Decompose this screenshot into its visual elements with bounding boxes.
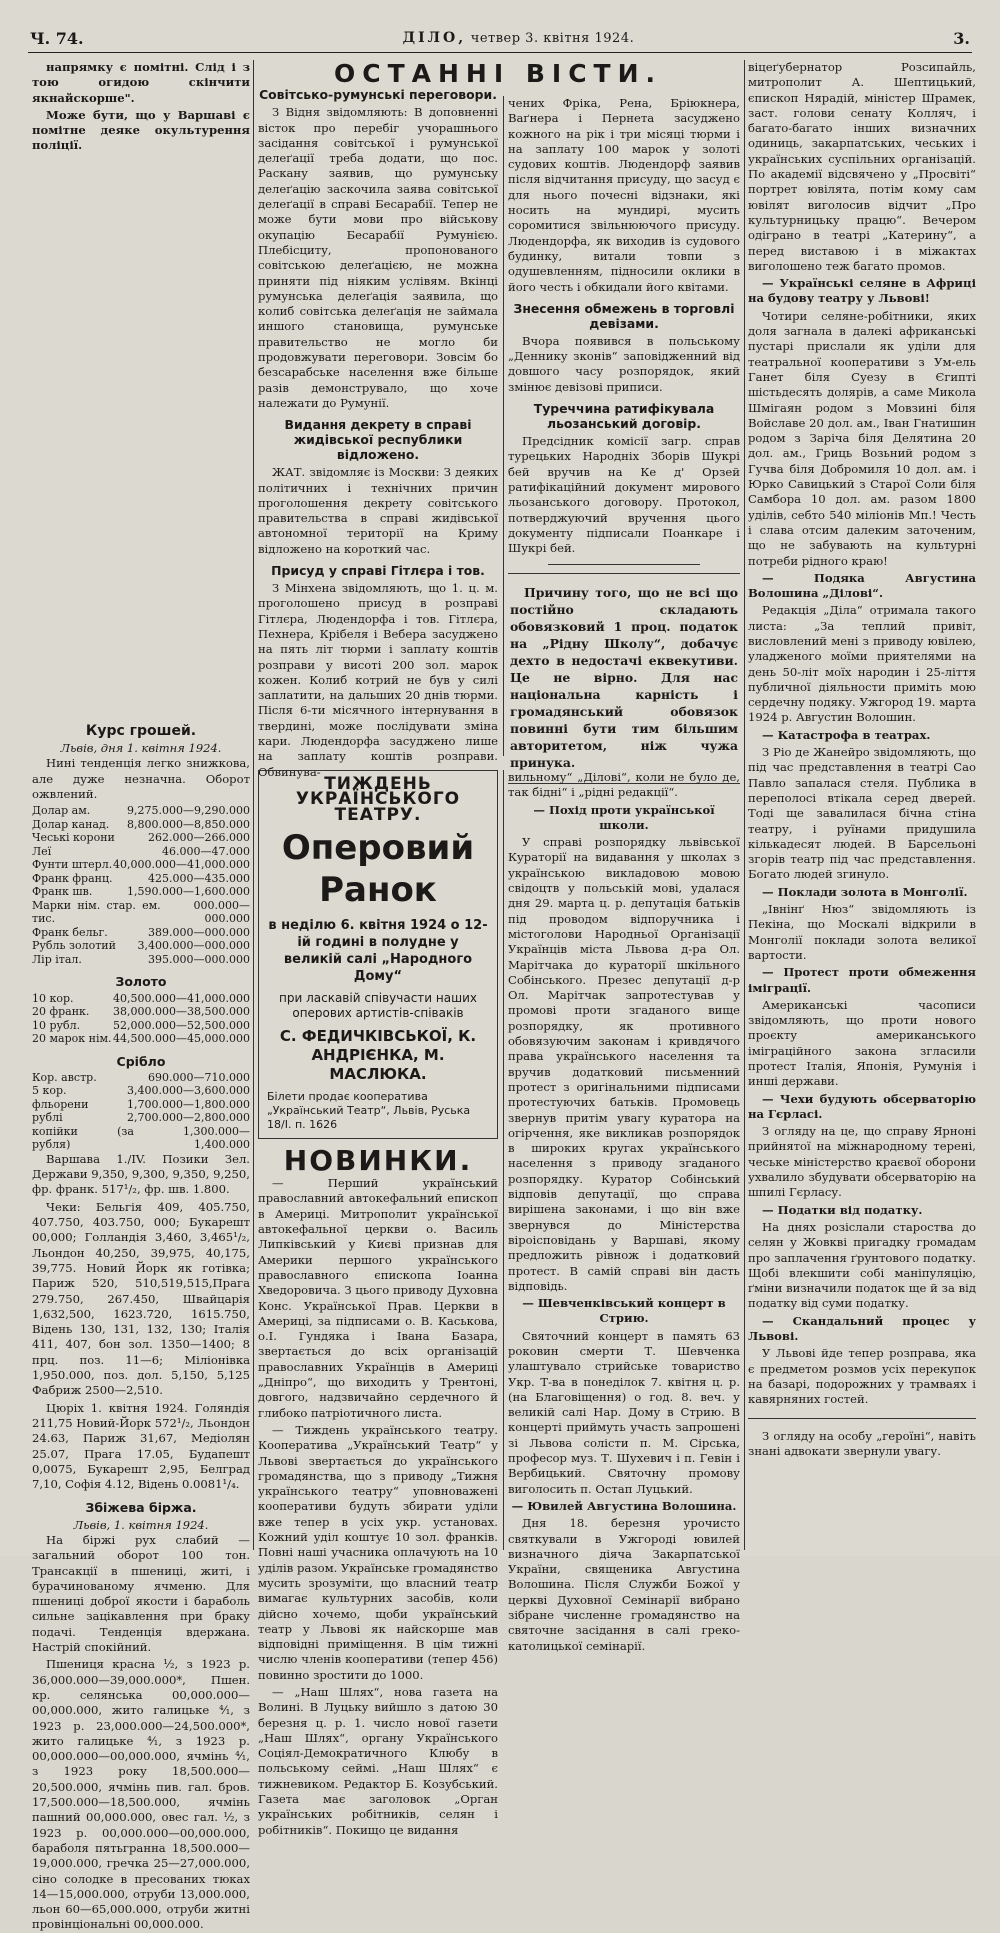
page-number: 3. — [953, 28, 970, 48]
rate-value: 1,300.000—1,400.000 — [183, 1124, 250, 1152]
latest-news-banner: ОСТАННІ ВІСТИ. — [333, 59, 663, 88]
rate-value: 52,000.000—52,500.000 — [113, 1018, 250, 1032]
rate-label: копійки (за рубля) — [32, 1124, 134, 1152]
rate-row — [32, 1071, 250, 1085]
rate-row — [32, 899, 250, 926]
theatre-announcement — [258, 770, 498, 1139]
warsaw-rates: Варшава 1./IV. Позики Зел. Держави 9,350, 9,300, 9,350, 9,250, фр. франк. 517¹/₂, фр. шв. 1.800. — [32, 1151, 250, 1197]
para: напрямку є помітні. Слід і з тою огидою скінчити якнайскорше". — [32, 60, 250, 105]
blank-space — [32, 156, 250, 716]
paper-title: ДІЛО, — [402, 30, 467, 46]
rate-row — [32, 804, 250, 818]
headline: — Похід проти української школи. — [533, 802, 715, 832]
rate-value: 1,700.000—1,800.000 — [127, 1097, 250, 1111]
rate-row — [32, 1125, 250, 1152]
rate-label: Рубль золотий — [32, 939, 116, 953]
rate-label: Марки нім. стар. ем. тис. — [32, 898, 161, 926]
ann-week: ТИЖДЕНЬ УКРАЇНСЬКОГО ТЕАТРУ. — [295, 774, 461, 825]
para: Вчора появився в польському „Деннику зконів“ заповідженний від довшого часу розпорядок, який змінює девізові приписи. — [508, 333, 740, 394]
rate-label: 20 франк. — [32, 1005, 90, 1019]
rate-row — [32, 992, 250, 1006]
para: Святочний концерт в память 63 роковин смерти Т. Шевченка улаштувало стрийське товариство Укр. Т-ва в понеділок 7. квітня ц. р. (на Благовіщення) о год. 8. веч. у великій салі Нар. Дому в Стрию. В концерті приймуть участь запрошені зі Львова солісти п. М. Сірська, професор муз. Т. Шухевич і п. Гевін і Вербицький. Святочну промову виголосить п. Остап Луцький. — [508, 1328, 740, 1496]
gold-title: Золото — [115, 974, 167, 990]
headline: — Шевченківський концерт в Стрию. — [522, 1296, 726, 1326]
headline: — Скандальний процес у Львові. — [748, 1313, 976, 1344]
rate-label: 20 марок нім. — [32, 1032, 112, 1046]
rate-value: 8,800.000—8,850.000 — [127, 817, 250, 831]
rate-value: 1,590.000—1,600.000 — [127, 885, 250, 899]
para: вильному“ „Ділові“, коли не було де, так бідні“ і „рідні редакції“. — [508, 770, 740, 800]
zurich-rates: Цюріх 1. квітня 1924. Голяндія 211,75 Новий-Йорк 572¹/₂, Льондон 24.63, Париж 31,67, Медіолян 25.07, Прага 17.05, Будапешт 0,0075, Букарешт 2,95, Белград 7,10, Софія 4.12, Відень 0.0081¹/₄. — [32, 1400, 250, 1492]
headline: — Протест проти обмеження іміграції. — [748, 965, 976, 995]
ann-tickets: Білети продає кооператива „Український Театр“, Львів, Руська 18/I. п. 1626 — [267, 1089, 471, 1131]
headline: Знесення обмежень в торговлі девізами. — [513, 300, 735, 331]
headline: Туреччина ратифікувала льозанський договір. — [533, 401, 715, 432]
para: З огляду на це, що справу Ярноні прийнятої на міжнародному терені, чеське міністерство краєвої оборони ухвалило збудувати обсерваторію на шпилі Гєрласу. — [748, 1124, 976, 1200]
para: На днях розіслали староства до селян у Жовкві пригадку громадам про заплачення ґрунтового податку. Щобі влекшити собі маніпуляцію, ґміни визначили податок ще й за від податку від суми податку. — [748, 1219, 976, 1311]
rate-label: фльорени — [32, 1097, 89, 1111]
ann-when: в неділю 6. квітня 1924 о 12-ій годині в полудне у великій салі „Народного Дому“ — [268, 917, 488, 984]
course-intro: Нині тенденція легко знижкова, але дуже незначна. Оборот ожвлений. — [32, 756, 250, 801]
course-title: Курс грошей. — [85, 722, 197, 739]
para: Американські часописи звідомляють, що проти нового проєкту американського іміграційного закона згласили протест Італія, Японія, Румунія і инші держави. — [748, 997, 976, 1089]
news-section-title: НОВИНКИ. — [283, 1143, 473, 1177]
column-4 — [748, 60, 976, 1550]
rate-label: Чеські корони — [32, 831, 115, 845]
course-date: Львів, дня 1. квітня 1924. — [60, 741, 222, 756]
headline: — Катастрофа в театрах. — [762, 727, 931, 742]
headline: — Подяка Августина Волошина „Ділові“. — [748, 570, 976, 601]
para: чених Фріка, Рена, Бріюкнера, Ваґнера і Пернета засуджено кожного на рік і три місяці тюрми і на заплату 100 марок у золоті судових коштів. Людендорф заявив після відчитання присуду, що засуд є для нього почесні відзнаки, які носить на мундирі, мусить соромитися звільнюючого присуду. Людендорфа, як виходив із судового будинку, витали товпи з одушевленням, підносили оклики в його честь і обкидали його квітами. — [508, 96, 740, 294]
issue-number: Ч. 74. — [30, 28, 84, 48]
para: З Мінхена звідомляють, що 1. ц. м. проголошено присуд в розправі Гітлєра, Людендорфа і тов. Гітлєра, Пехнера, Крібеля і Вебера засуджено на пять літ тюрми і заплату коштів розправи у висоті 200 зол. марок кожен. Колиб котрий не був у силі заплатити, на дальших 20 днів тюрми. Після 6-ти місячного інтернування в твердині, може послідувати зміна кари. Людендорфа засуджено лише на заплату коштів розправи. Обвинува- — [258, 581, 498, 779]
column-divider — [744, 60, 745, 1550]
rate-label: Франк франц. — [32, 871, 113, 885]
rate-row — [32, 831, 250, 845]
rate-value: 000.000—000.000 — [193, 898, 250, 926]
rate-value: 2,700.000—2,800.000 — [127, 1111, 250, 1125]
gold-table — [32, 992, 250, 1046]
para: „Івнінґ Нюз“ звідомляють із Пекіна, що Москалі відкрили в Монголії поклади золота великої вартости. — [748, 902, 976, 962]
rate-label: 10 рубл. — [32, 1018, 81, 1032]
para: Може бути, що у Варшаві є помітне деяке окультурення поліції. — [32, 107, 250, 153]
rate-row — [32, 845, 250, 859]
rate-row — [32, 953, 250, 967]
para: У справі розпорядку львівської Кураторії на видавання у школах з українською викладовою мовою свідоцтв у польській мові, удалася дня 29. марта ц. р. депутація батьків під проводом відпоручника і містоголови Народньої Організації Українців міста Львова д-ра Ол. Марітчака до кураторії шкільного Собінського. Презес депутації д-р Ол. Марітчак запротестував у промові проти згаданого вище розпорядку, як противного обовязуючим законам і кривдячого права українського населення та вручив додатковий письменний протест з оригінальними підписами протестуючих батьків. Промовець звернув притім увагу куратора на огірчення, яке викликав розпорядок в широких кругах українського населення з приводу згаданого розпорядку. Куратор Собінський відповів депутації, що справа вирішена законами, і що він вже звернувся до Міністерства віроісповідань у Варшаві, якому предложить рівнож і додатковий протест. В самій справі він дасть відповідь. — [508, 835, 740, 1293]
rate-value: 3,400.000—000.000 — [137, 939, 250, 953]
para: З Відня звідомляють: В доповненні вісток про перебіг учорашнього засідання совітської і румунської делеґації треба додати, що пос. Раскану заявив, що румунську делеґацію заскочила заява совітської делеґації в справі Бесарабії. Тепер не може бути мови про військову окупацію Бесарабії Румунією. Плебісциту, пропонованого совітською делеґацією, не можна приняти під ніяким услівям. Вкінці румунська делеґація заявила, що колиб совітська делеґація не займала иншого становища, румунське правительство не могло би продовжувати переговори. Зовсім бо безсарабське населення вже більше разів демонструвало, що хоче належати до Румунії. — [258, 105, 498, 410]
ann-with: при ласкавій співучасти наших оперових артистів-співаків — [279, 990, 477, 1020]
headline: Присуд у справі Гітлєра і тов. — [271, 563, 485, 579]
rate-label: Франк бельг. — [32, 925, 108, 939]
separator — [548, 564, 700, 565]
header-rule — [28, 52, 972, 53]
headline: — Ювилей Августина Волошина. — [511, 1498, 737, 1513]
notice-box — [508, 573, 740, 784]
rate-row — [32, 926, 250, 940]
ann-artists: С. ФЕДИЧКІВСЬКОЇ, К. АНДРІЄНКА, М. МАСЛЮКА. — [279, 1026, 477, 1083]
column-3-bottom — [508, 770, 740, 1653]
para: віцеґубернатор Розсипайль, митрополит А. Шептицький, єпископ Нярадій, міністер Шрамек, заст. голови сенату Колляч, і багато-багато інших визначних одиниць, закарпатських, чеських і українських суспільних організацій. По академії відсвячено у „Просвіті“ портрет ювілята, потім кому сам ювілят виголосив відчит „Про культурницьку працю“. Вечером одіграно в театрі „Катерину“, а перед виставою і в міжактах виголошено теж багато промов. — [748, 60, 976, 273]
headline: Видання декрету в справі жидівської республики відложено. — [284, 417, 472, 463]
rate-label: Кор. австр. — [32, 1070, 97, 1084]
rate-value: 40,500.000—41,000.000 — [113, 991, 250, 1005]
rate-label: Франк шв. — [32, 885, 93, 899]
ann-title: Оперовий Ранок — [281, 827, 475, 910]
column-divider — [503, 770, 504, 1550]
rate-label: Лір італ. — [32, 952, 82, 966]
rate-row — [32, 1084, 250, 1098]
rate-label: 10 кор. — [32, 991, 74, 1005]
rate-value: 9,275.000—9,290.000 — [127, 804, 250, 818]
rate-value: 389.000—000.000 — [148, 925, 250, 939]
rate-value: 262.000—266.000 — [148, 831, 250, 845]
silver-title: Срібло — [116, 1053, 166, 1069]
rate-label: Долар ам. — [32, 804, 91, 818]
para: Дня 18. березня урочисто святкували в Ужгороді ювилей визначного діяча Закарпатської України, священика Августина Волошина. Після Служби Божої у церкві Духовної Семінарії вибрано зібране численне громадянство на святочне засідання в салі греко-католицької семінарії. — [508, 1516, 740, 1653]
para: З Ріо де Жанейро звідомляють, що під час представлення в театрі Сао Павло запалася стеля. Публика в переполосі втікала серед дверей. Тоді ще завалилася бічна стіна театру, і руїнами придушила кількадесят людей. В Барсельоні згорів театр під час представлення. Богато людей згинуло. — [748, 745, 976, 882]
para: У Львові йде тепер розправа, яка є предметом розмов усіх перекупок на базарі, подорожних у трамваях і кавярняних гостей. — [748, 1346, 976, 1407]
headline: — Поклади золота в Монголії. — [762, 884, 968, 899]
headline: — Податки від податку. — [762, 1202, 923, 1217]
column-3 — [508, 96, 740, 771]
rate-row — [32, 885, 250, 899]
rate-row — [32, 1019, 250, 1033]
para: ЖАТ. звідомляє із Москви: З деяких політичних і технічних причин проголошення декрету совітського правительства в справі жидівської автономної території на Криму відложено на короткий час. — [258, 465, 498, 556]
para: — Тиждень українського театру. Кооператива „Український Театр“ у Львові звертається до українського громадянства, що з приводу „Тижня українського театру“ уповноважені кооперативи будуть збирати уділи вже тепер в усіх укр. установах. Кожний уділ коштує 10 зол. франків. Повні наші учасника оплачують на 10 уділів разом. Українське громадянство мусить зрозуміти, що власний театр вимагає культурних засобів, коли дійсно хочемо, щоби український театр у Львові як найскорше мав відповідні приміщення. В цім тижні числю членів кооперативи (тепер 456) повинно зростити до 1000. — [258, 1422, 498, 1682]
rate-row — [32, 818, 250, 832]
para: — Перший український православний автокефальний епископ в Америці. Митрополит української автокефальної церкви о. Василь Липківський у Києві признав для Америки першого українського православного єпископа Іоанна Хведоровича. З цього приводу Духовна Конс. Української Прав. Церкви в Америці, за підписами о. В. Каськова, о.І. Гундяка і Івана Базара, звертається до всіх організацій православних Українців в Америці „Дніпро“, що виходить у Трентоні, довгого, надзвичайно сердечного й глибоко патріотичного листа. — [258, 1176, 498, 1420]
column-2-bottom — [258, 770, 498, 1837]
para: Редакція „Діла“ отримала такого листа: „За теплий привіт, висловлений мені з приводу ювілею, уладженого моїми приятелями на день 50-літ моїх народин і 25-ліття публичної діяльности приміть мою сердечну подяку. Ужгород 19. марта 1924 р. Августин Волошин. — [748, 603, 976, 725]
rate-value: 3,400.000—3,600.000 — [127, 1084, 250, 1098]
rate-row — [32, 872, 250, 886]
rate-row — [32, 858, 250, 872]
headline: — Українські селяне в Африці на будову театру у Львові! — [748, 276, 976, 306]
issue-date: четвер 3. квітня 1924. — [470, 31, 635, 46]
column-divider — [253, 60, 254, 1550]
para: — „Наш Шлях“, нова газета на Волині. В Луцьку вийшло з датою 30 березня ц. р. 1. число нової газети „Наш Шлях“, органу Українського Соціял-Демократичного Клюбу в польському сеймі. „Наш Шлях“ є тижневиком. Редактор Б. Козубський. Газета має заголовок „Орган українських робітників, селян і робітників“. Покищо це видання — [258, 1684, 498, 1837]
rate-label: Долар канад. — [32, 817, 110, 831]
rate-row — [32, 1098, 250, 1112]
rate-value: 38,000.000—38,500.000 — [113, 1005, 250, 1019]
column-1 — [32, 60, 250, 1932]
notice-text: Причину того, що не всі що постійно складають обовязковий 1 проц. податок на „Рідну Школу“, добачує дехто в недостачі еквекутиви. Це не вірно. Для нас національна карність і громадянський обовязок повинні бути тим більшим авторитетом, ніж чужа принука. — [510, 585, 738, 771]
rate-value: 40,000.000—41,000.000 — [113, 858, 250, 872]
rate-label: 5 кор. — [32, 1084, 67, 1098]
grain-date: Львів, 1. квітня 1924. — [73, 1517, 209, 1532]
rate-value: 46.000—47.000 — [162, 844, 250, 858]
rate-row — [32, 1111, 250, 1125]
column-divider — [503, 96, 504, 756]
headline: Совітсько-румунські переговори. — [259, 87, 497, 103]
para: Чотири селяне-робітники, яких доля загнала в далекі африканські пустарі прислали як уділи для театральної кооперативи з Ум-ель Ганет біля Суезу в Єгипті шістьдесять долярів, а саме Микола Шмігаян родом з Мовзині біля Войславе 20 дол. ам., Іван Гнатишин родом з Заріча біля Делятина 20 дол. ам., Гриць Возьний родом з Гучва біля Добромиля 10 дол. ам. і Юрко Савицький з Старої Соли біля Самбора 10 дол. ам. разом 1800 уділів, себто 540 міліонів Мп.! Честь і слава отсим далеким заточеним, що не забувають на культурні потреби рідного краю! — [748, 308, 976, 568]
rate-row — [32, 1005, 250, 1019]
rates-table — [32, 804, 250, 966]
silver-table — [32, 1071, 250, 1152]
para: З огляду на особу „героїні“, навіть знані адвокати звернули увагу. — [748, 1428, 976, 1458]
rate-value: 425.000—435.000 — [148, 871, 250, 885]
separator — [748, 1418, 976, 1419]
para: Предсідник комісії загр. справ турецьких Народніх Зборів Шукрі бей вручив на Ке д' Орзей ратифікаційний документ мирового льозанського договору. Протокол, потверджуючий вручення цього документу підписали Поанкаре і Шукрі бей. — [508, 434, 740, 556]
headline: — Чехи будують обсерваторію на Гєрласі. — [748, 1091, 976, 1121]
rate-value: 395.000—000.000 — [148, 952, 250, 966]
rate-label: рублі — [32, 1111, 63, 1125]
rate-value: 690.000—710.000 — [148, 1070, 250, 1084]
rate-label: Леї — [32, 844, 52, 858]
masthead — [403, 30, 635, 46]
rate-row — [32, 1032, 250, 1046]
grain-intro: На біржі рух слабий — загальний оборот 100 тон. Трансакції в пшениці, житі, і бурачинованому ячменю. Для пшениці доброї якости і бараболь сильне зацікавлення при браку подачі. Тенденція вдержана. Настрій спокійний. — [32, 1532, 250, 1655]
rate-row — [32, 939, 250, 953]
grain-title: Збіжева біржа. — [85, 1500, 197, 1516]
cheques-rates: Чеки: Бельгія 409, 405.750, 407.750, 403.750, 000; Букарешт 00,000; Голландія 3,460, 3,465¹/₂, Льондон 40,250, 39,975, 40,175, 39,775. Новий Йорк як готівка; Париж 520, 510,519,515,Прага 279.750, 267.450, Швайцарія 1,632,500, 1623.720, 1615.750, Відень 130, 131, 132, 130; Італія 411, 407, бон зол. 1350—1400; 8 прц. поз. 11—6; Міліонівка 1,950.000, поз. дол. 5,150, 5,125 Фабриж 2500—2,510. — [32, 1199, 250, 1398]
rate-label: Фунти штерл. — [32, 858, 113, 872]
rate-value: 44,500.000—45,000.000 — [113, 1032, 250, 1046]
page-header — [30, 26, 970, 50]
grain-text: Пшениця красна ¹⁄₂, з 1923 р. 36,000.000—39,000.000*, Пшен. кр. селянська 00,000.000—00,000.000, жито галицьке ⁴⁄₁, з 1923 р. 23,000.000—24,500.000*, жито галицьке ⁴⁄₁, з 1923 р. 00,000.000—00,000.000, ячмінь ⁴⁄₁, з 1923 року 18,500.000—20,500.000, ячмінь пив. гал. бров. 17,500.000—18,500.000, ячмінь пашний 00,000.000, овес гал. ¹⁄₂, з 1923 р. 00,000.000—00,000.000, бараболя пятьгранна 18,500.000—19,000.000, гречка 25—27,000.000, сіно солодке в пресованих тюках 14—15,000.000, отруби 13,000.000, льон 60—65,000.000, отруби житні провінціональні 00,000.000. — [32, 1657, 250, 1932]
